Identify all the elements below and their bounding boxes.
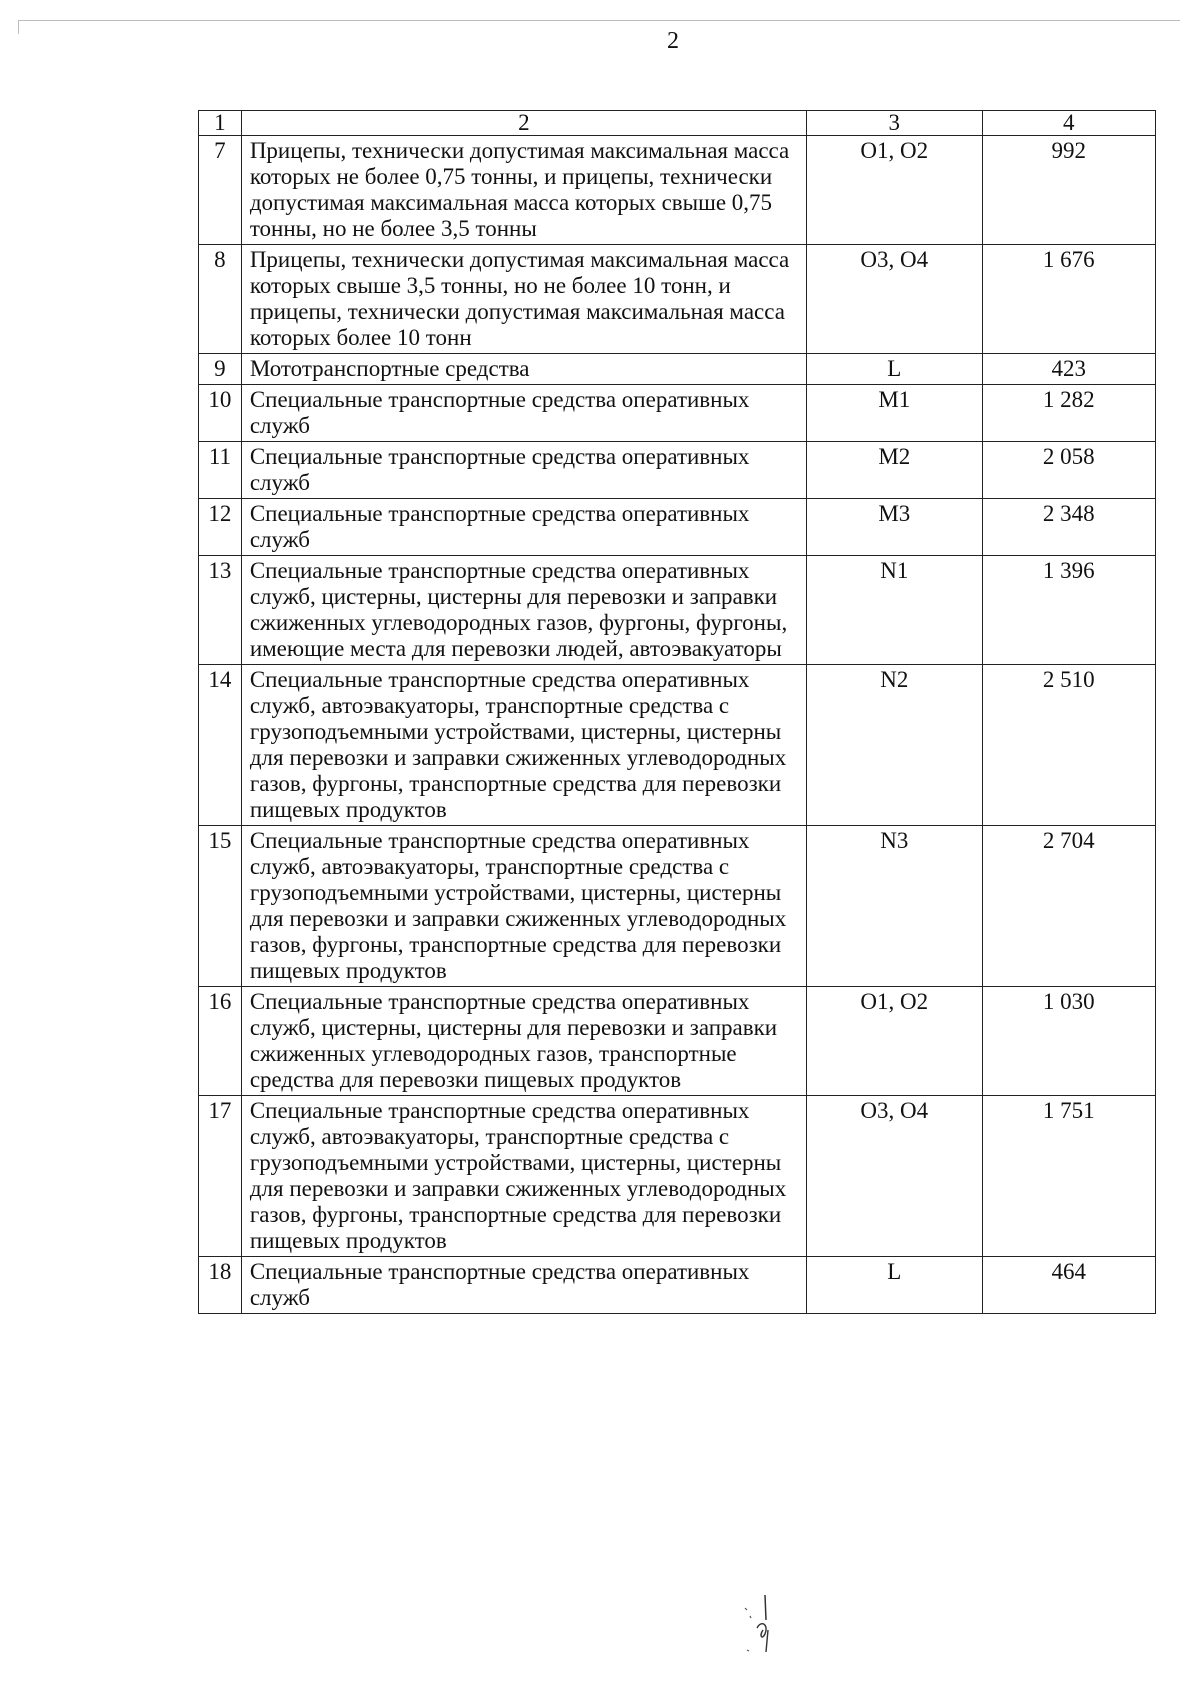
row-number-cell: 17 (199, 1096, 242, 1257)
vehicle-description-cell: Специальные транспортные средства оперативных служб (241, 499, 806, 556)
vehicle-description-cell: Мототранспортные средства (241, 354, 806, 385)
amount-cell: 423 (982, 354, 1155, 385)
vehicle-description-cell: Специальные транспортные средства оперативных служб (241, 385, 806, 442)
vehicle-description-cell: Специальные транспортные средства оперативных служб, цистерны, цистерны для перевозки и заправки сжиженных углеводородных газов, фургоны, фургоны, имеющие места для перевозки людей, автоэвакуаторы (241, 556, 806, 665)
table-row (199, 1096, 1156, 1257)
vehicle-category-cell: M2 (807, 442, 983, 499)
vehicle-category-cell: N1 (807, 556, 983, 665)
table-row (199, 245, 1156, 354)
amount-cell: 1 282 (982, 385, 1155, 442)
vehicle-category-cell: N3 (807, 826, 983, 987)
table-row (199, 556, 1156, 665)
row-number-cell: 13 (199, 556, 242, 665)
row-number-cell: 8 (199, 245, 242, 354)
header-cell-col1: 1 (199, 111, 242, 136)
amount-cell: 1 751 (982, 1096, 1155, 1257)
amount-cell: 2 058 (982, 442, 1155, 499)
amount-cell: 2 704 (982, 826, 1155, 987)
vehicle-category-cell: O1, O2 (807, 136, 983, 245)
table-row (199, 826, 1156, 987)
scan-edge-line (18, 20, 1180, 21)
handwritten-signature (735, 1590, 795, 1670)
page-number: 2 (667, 28, 679, 54)
amount-cell: 2 348 (982, 499, 1155, 556)
row-number-cell: 10 (199, 385, 242, 442)
vehicle-category-cell: O3, O4 (807, 1096, 983, 1257)
table-row (199, 442, 1156, 499)
vehicle-description-cell: Прицепы, технически допустимая максимальная масса которых свыше 3,5 тонны, но не более 10 тонн, и прицепы, технически допустимая максимальная масса которых более 10 тонн (241, 245, 806, 354)
row-number-cell: 14 (199, 665, 242, 826)
row-number-cell: 15 (199, 826, 242, 987)
header-cell-col4: 4 (982, 111, 1155, 136)
amount-cell: 464 (982, 1257, 1155, 1314)
row-number-cell: 11 (199, 442, 242, 499)
amount-cell: 1 676 (982, 245, 1155, 354)
vehicle-category-cell: M3 (807, 499, 983, 556)
header-cell-col2: 2 (241, 111, 806, 136)
scan-edge-tick (18, 20, 19, 34)
row-number-cell: 9 (199, 354, 242, 385)
vehicle-category-cell: L (807, 354, 983, 385)
vehicle-description-cell: Специальные транспортные средства оперативных служб, автоэвакуаторы, транспортные средства с грузоподъемными устройствами, цистерны, цистерны для перевозки и заправки сжиженных углеводородных газов, фургоны, транспортные средства для перевозки пищевых продуктов (241, 1096, 806, 1257)
vehicle-category-cell: M1 (807, 385, 983, 442)
vehicle-category-cell: N2 (807, 665, 983, 826)
amount-cell: 992 (982, 136, 1155, 245)
vehicle-category-cell: L (807, 1257, 983, 1314)
row-number-cell: 12 (199, 499, 242, 556)
vehicle-category-cell: O1, O2 (807, 987, 983, 1096)
table-row (199, 354, 1156, 385)
row-number-cell: 18 (199, 1257, 242, 1314)
amount-cell: 2 510 (982, 665, 1155, 826)
vehicle-description-cell: Прицепы, технически допустимая максимальная масса которых не более 0,75 тонны, и прицепы, технически допустимая максимальная масса которых свыше 0,75 тонны, но не более 3,5 тонны (241, 136, 806, 245)
table-row (199, 499, 1156, 556)
vehicle-description-cell: Специальные транспортные средства оперативных служб (241, 442, 806, 499)
vehicle-category-cell: O3, O4 (807, 245, 983, 354)
row-number-cell: 7 (199, 136, 242, 245)
table-row (199, 136, 1156, 245)
table-row (199, 385, 1156, 442)
vehicle-description-cell: Специальные транспортные средства оперативных служб (241, 1257, 806, 1314)
vehicle-description-cell: Специальные транспортные средства оперативных служб, автоэвакуаторы, транспортные средства с грузоподъемными устройствами, цистерны, цистерны для перевозки и заправки сжиженных углеводородных газов, фургоны, транспортные средства для перевозки пищевых продуктов (241, 665, 806, 826)
tariff-table (198, 110, 1156, 1314)
amount-cell: 1 396 (982, 556, 1155, 665)
table-row (199, 987, 1156, 1096)
table-header-row (199, 111, 1156, 136)
header-cell-col3: 3 (807, 111, 983, 136)
vehicle-description-cell: Специальные транспортные средства оперативных служб, цистерны, цистерны для перевозки и заправки сжиженных углеводородных газов, транспортные средства для перевозки пищевых продуктов (241, 987, 806, 1096)
vehicle-description-cell: Специальные транспортные средства оперативных служб, автоэвакуаторы, транспортные средства с грузоподъемными устройствами, цистерны, цистерны для перевозки и заправки сжиженных углеводородных газов, фургоны, транспортные средства для перевозки пищевых продуктов (241, 826, 806, 987)
row-number-cell: 16 (199, 987, 242, 1096)
table-row (199, 665, 1156, 826)
amount-cell: 1 030 (982, 987, 1155, 1096)
table-row (199, 1257, 1156, 1314)
